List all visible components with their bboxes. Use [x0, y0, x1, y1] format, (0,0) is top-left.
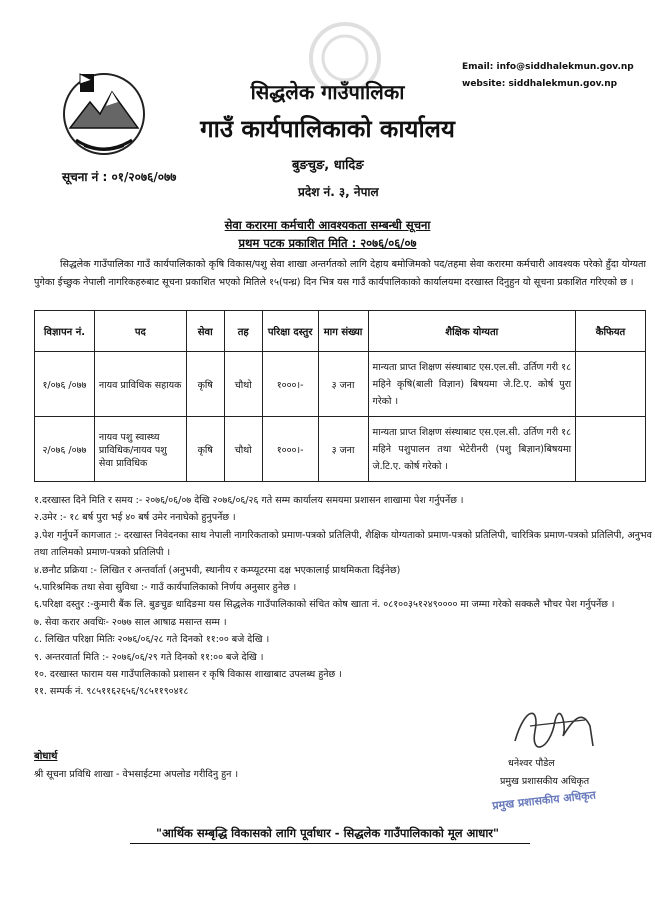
- term-item: ३.पेश गर्नुपर्ने कागजात :- दरखास्त निवेदनका साथ नेपाली नागरिकताको प्रमाण-पत्रको प्रतिलिपी, शैक्षिक योग्यताको प्रमाण-पत्रको प्रतिलिपी, चारित्रिक प्रमाण-पत्रको प्रतिलिपी, अनुभव तथा तालिमको प्रमाण-पत्रको प्रतिलिपी ।: [34, 529, 652, 559]
- cc-title: बोधार्थ: [34, 751, 58, 762]
- cell-count: ३ जना: [318, 417, 368, 482]
- vacancy-table: [34, 310, 646, 482]
- table-row: [35, 417, 646, 482]
- official-stamp: प्रमुख प्रशासकीय अधिकृत: [491, 788, 597, 813]
- header-service: सेवा: [186, 311, 224, 352]
- header-qualification: शैक्षिक योग्यता: [368, 311, 576, 352]
- website-text[interactable]: website: siddhalekmun.gov.np: [462, 79, 618, 89]
- term-item: २.उमेर :- १८ बर्ष पुरा भई ४० बर्ष उमेर ननाघेको हुनुपर्नेछ ।: [34, 512, 236, 524]
- header-fee: परिक्षा दस्तुर: [262, 311, 318, 352]
- motto-underline: [130, 843, 530, 844]
- term-item: ५.पारिश्रमिक तथा सेवा सुविधा :- गाउँ कार्यपालिकाको निर्णय अनुसार हुनेछ ।: [34, 582, 297, 594]
- header-remarks: कैफियत: [576, 311, 646, 352]
- term-item: ११. सम्पर्क नं. ९८५११६२६५६/९८५११९०४१८: [34, 686, 189, 698]
- cell-service: कृषि: [186, 417, 224, 482]
- cell-count: ३ जना: [318, 352, 368, 417]
- published-date: प्रथम पटक प्रकाशित मिति : २०७६/०६/०७: [238, 236, 417, 250]
- cell-qualification: मान्यता प्राप्त शिक्षण संस्थाबाट एस.एल.सी. उर्तिण गरी १८ महिने पशुपालन तथा भेटेरीनरी (पशु बिज्ञान)बिषयमा जे.टि.ए. कोर्ष गरेको ।: [368, 417, 576, 482]
- cell-remarks: [576, 352, 646, 417]
- cell-remarks: [576, 417, 646, 482]
- term-item: १०. दरखास्त फाराम यस गाउँपालिकाको प्रशासन र कृषि विकास शाखाबाट उपलब्ध हुनेछ ।: [34, 669, 342, 681]
- header-level: तह: [224, 311, 262, 352]
- term-item: ८. लिखित परिक्षा मितिः २०७६/०६/२८ गते दिनको ११:०० बजे देखि ।: [34, 634, 270, 646]
- term-item: ६.परिक्षा दस्तुर :-कुमारी बैंक लि. बुङचुङ धादिङमा यस सिद्धलेक गाउँपालिकाको संचित कोष खाता नं. ०८१००३५१२४९०००० मा जम्मा गरेको सक्कलै भौचर पेश गर्नुपर्नेछ ।: [34, 599, 615, 611]
- header-adv-no: विज्ञापन नं.: [35, 311, 95, 352]
- signer-name: धनेश्वर पौडेल: [508, 758, 555, 769]
- cell-post: नायव प्राविधिक सहायक: [94, 352, 186, 417]
- cell-adv-no: २/०७६ /०७७: [35, 417, 95, 482]
- office-name: गाउँ कार्यपालिकाको कार्यालय: [200, 115, 455, 143]
- cell-level: चौथो: [224, 417, 262, 482]
- cell-adv-no: १/०७६ /०७७: [35, 352, 95, 417]
- signer-title: प्रमुख प्रशासकीय अधिकृत: [500, 776, 590, 787]
- terms-list: [34, 492, 654, 701]
- term-item: ७. सेवा करार अवधिः- २०७७ साल आषाढ मसान्त सम्म ।: [34, 616, 227, 628]
- municipality-name: सिद्धलेक गाउँपालिका: [250, 80, 405, 104]
- cc-text: श्री सूचना प्रविधि शाखा - वेभसाईटमा अपलोड गरीदिनु हुन ।: [34, 769, 239, 780]
- notice-number: सूचना नं : ०१/२०७६/०७७: [62, 170, 177, 184]
- address-line-2: प्रदेश नं. ३, नेपाल: [298, 185, 379, 199]
- header-count: माग संख्या: [318, 311, 368, 352]
- cell-level: चौथो: [224, 352, 262, 417]
- signature-mark: [505, 696, 600, 756]
- cell-service: कृषि: [186, 352, 224, 417]
- intro-paragraph: सिद्धलेक गाउँपालिका गाउँ कार्यपालिकाको कृषि विकास/पशु सेवा शाखा अन्तर्गतको लागि देहाय बमोजिमको पद/तहमा सेवा करारमा कर्मचारी आवश्यक परेको हुँदा योग्यता पुगेका ईच्छुक नेपाली नागरिकहरुबाट सूचना प्रकाशित भएको मितिले १५(पन्ध्र) दिन भित्र यस गाउँ कार्यपालिकाको कार्यालयमा दरखास्त दिनुहुन यो सूचना प्रकाशित गरिएको छ ।: [34, 259, 646, 288]
- header-post: पद: [94, 311, 186, 352]
- table-header-row: [35, 311, 646, 352]
- term-item: १.दरखास्त दिने मिति र समय :- २०७६/०६/०७ देखि २०७६/०६/२६ गते सम्म कार्यालय समयमा प्रशासन शाखामा पेश गर्नुपर्नेछ ।: [34, 495, 464, 506]
- cell-fee: १०००।-: [262, 417, 318, 482]
- address-line-1: बुङचुङ, धादिङ: [292, 158, 364, 173]
- notice-subject: सेवा करारमा कर्मचारी आवश्यकता सम्बन्धी सूचना: [224, 218, 431, 232]
- table-row: [35, 352, 646, 417]
- cell-post: नायव पशु स्वास्थ्य प्राविधिक/नायव पशु सेवा प्राविधिक: [94, 417, 186, 482]
- cell-qualification: मान्यता प्राप्त शिक्षण संस्थाबाट एस.एल.सी. उर्तिण गरी १८ महिने कृषि(बाली विज्ञान) बिषयमा जे.टि.ए. कोर्ष पुरा गरेको ।: [368, 352, 576, 417]
- footer-motto: "आर्थिक सम्बृद्धि विकासको लागि पूर्वाधार - सिद्धलेक गाउँपालिकाको मूल आधार": [155, 826, 499, 840]
- email-text[interactable]: Email: info@siddhalekmun.gov.np: [462, 62, 634, 72]
- term-item: ४.छनौट प्रक्रिया :- लिखित र अन्तर्वार्ता (अनुभवी, स्थानीय र कम्प्यूटरमा दक्ष भएकालाई प्राथमिकता दिईनेछ): [34, 564, 401, 576]
- term-item: ९. अन्तरवार्ता मिति :- २०७६/०६/२९ गते दिनको ११:०० बजे देखि ।: [34, 651, 264, 663]
- cell-fee: १०००।-: [262, 352, 318, 417]
